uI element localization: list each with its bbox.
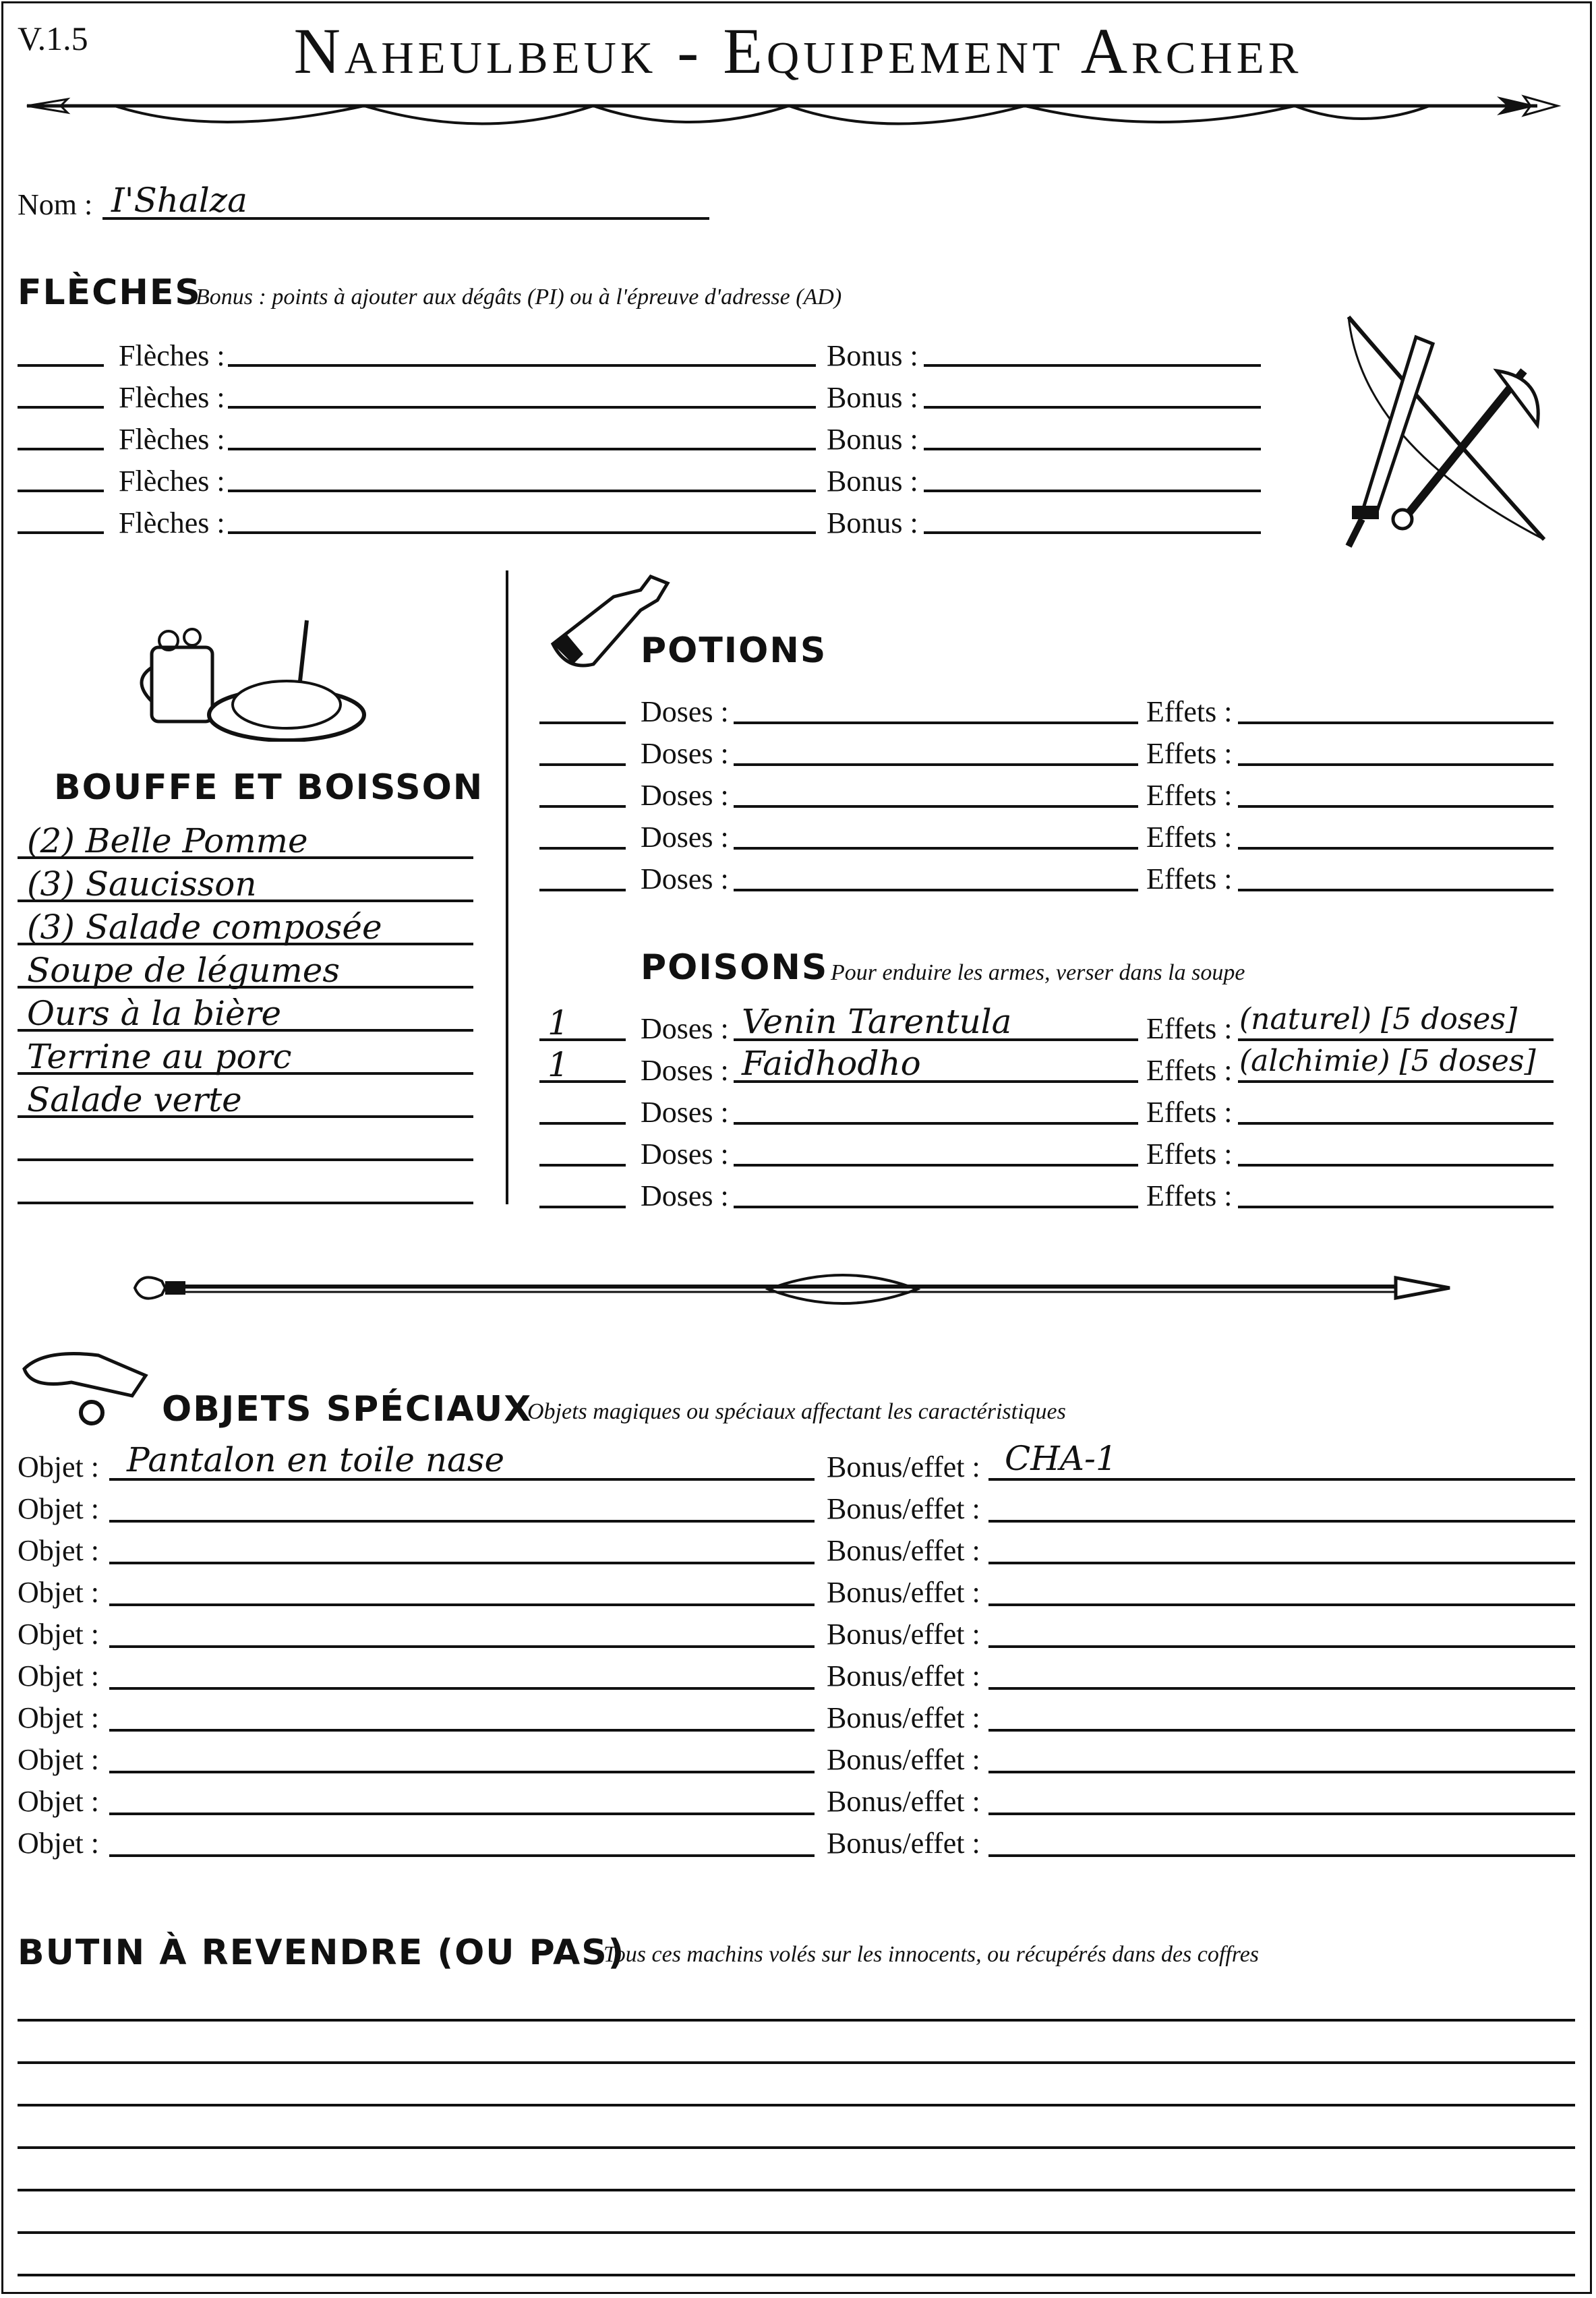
objet-effect-line (988, 1729, 1575, 1732)
butin-line[interactable] (18, 2104, 1575, 2106)
poison-name-line (734, 1122, 1138, 1125)
fleches-bonus-line[interactable] (924, 531, 1261, 534)
bouffe-line (18, 900, 473, 902)
potion-doses-label: Doses : (641, 821, 729, 854)
nom-line (102, 217, 709, 220)
bouffe-line (18, 1202, 473, 1204)
fleches-label: Flèches : (119, 339, 225, 372)
butin-heading: BUTIN À REVENDRE (OU PAS) (18, 1933, 626, 1973)
objets-note: Objets magiques ou spéciaux affectant les caractéristiques (527, 1399, 1066, 1424)
objet-label: Objet : (18, 1701, 99, 1734)
fleches-label: Flèches : (119, 381, 225, 414)
objet-effect-line (988, 1520, 1575, 1523)
objet-name-line (109, 1687, 815, 1690)
poison-name-line (734, 1038, 1138, 1041)
scroll-and-ring-icon (18, 1342, 152, 1430)
butin-line[interactable] (18, 2274, 1575, 2276)
objet-name-line (109, 1813, 815, 1815)
poison-name[interactable]: Faidhodho (742, 1044, 921, 1083)
objet-bonus-label: Bonus/effet : (827, 1576, 980, 1609)
poison-effect-line (1238, 1164, 1554, 1167)
potion-qty-line[interactable] (539, 889, 626, 891)
objet-name-line (109, 1478, 815, 1481)
poison-effect[interactable]: (alchimie) [5 doses] (1239, 1044, 1536, 1078)
version-label: V.1.5 (18, 20, 88, 57)
bouffe-line (18, 856, 473, 859)
objets-heading: OBJETS SPÉCIAUX (162, 1389, 533, 1430)
fleches-bonus-line[interactable] (924, 364, 1261, 367)
potion-effect-line[interactable] (1238, 721, 1554, 724)
poison-qty[interactable]: 1 (548, 1045, 569, 1084)
objet-effect-line (988, 1854, 1575, 1857)
butin-line[interactable] (18, 2189, 1575, 2191)
objet-label: Objet : (18, 1450, 99, 1483)
objet-name-line (109, 1645, 815, 1648)
objet-effect-line (988, 1687, 1575, 1690)
column-divider (506, 570, 508, 1204)
objet-label: Objet : (18, 1492, 99, 1525)
fleches-bonus-label: Bonus : (827, 339, 918, 372)
poison-name-line (734, 1080, 1138, 1083)
poison-doses-label: Doses : (641, 1096, 729, 1129)
nom-value[interactable]: I'Shalza (111, 181, 247, 220)
potion-effect-line[interactable] (1238, 889, 1554, 891)
objet-effect-line (988, 1645, 1575, 1648)
bouffe-line (18, 986, 473, 989)
bouffe-item[interactable]: Salade verte (27, 1080, 242, 1119)
potion-qty-line[interactable] (539, 763, 626, 766)
objet-bonus-label: Bonus/effet : (827, 1701, 980, 1734)
objet-effect-line (988, 1603, 1575, 1606)
potion-effect-line[interactable] (1238, 847, 1554, 850)
poison-doses-label: Doses : (641, 1179, 729, 1212)
poison-doses-label: Doses : (641, 1054, 729, 1087)
poison-name[interactable]: Venin Tarentula (742, 1002, 1012, 1041)
bouffe-item[interactable]: Soupe de légumes (27, 951, 340, 990)
fleches-name-line[interactable] (228, 406, 816, 409)
bouffe-line (18, 1029, 473, 1032)
potion-name-line[interactable] (734, 763, 1138, 766)
poison-effets-label: Effets : (1146, 1138, 1233, 1171)
objet-effect[interactable]: CHA-1 (1005, 1439, 1117, 1478)
potion-qty-line[interactable] (539, 721, 626, 724)
bouffe-line (18, 1115, 473, 1118)
fleches-label: Flèches : (119, 465, 225, 498)
potion-name-line[interactable] (734, 805, 1138, 808)
potion-effets-label: Effets : (1146, 695, 1233, 728)
fleches-qty-line[interactable] (18, 448, 104, 450)
butin-note: Tous ces machins volés sur les innocents, ou récupérés dans des coffres (603, 1942, 1260, 1967)
fleches-heading: FLÈCHES (18, 272, 202, 313)
poison-name-line (734, 1164, 1138, 1167)
objet-bonus-label: Bonus/effet : (827, 1450, 980, 1483)
fleches-bonus-label: Bonus : (827, 506, 918, 539)
poison-effect-line (1238, 1080, 1554, 1083)
bouffe-line (18, 943, 473, 945)
potion-name-line[interactable] (734, 847, 1138, 850)
fleches-qty-line[interactable] (18, 406, 104, 409)
poison-effect-line (1238, 1038, 1554, 1041)
objet-label: Objet : (18, 1827, 99, 1860)
objet-effect-line (988, 1771, 1575, 1773)
objet-label: Objet : (18, 1743, 99, 1776)
nom-label: Nom : (18, 188, 93, 221)
food-and-drink-icon (138, 607, 367, 742)
fleches-name-line[interactable] (228, 490, 816, 492)
fleches-bonus-line[interactable] (924, 448, 1261, 450)
fleches-label: Flèches : (119, 423, 225, 456)
objet-name-line (109, 1854, 815, 1857)
objet-label: Objet : (18, 1659, 99, 1692)
fleches-bonus-label: Bonus : (827, 381, 918, 414)
potion-doses-label: Doses : (641, 862, 729, 895)
fleches-name-line[interactable] (228, 531, 816, 534)
potion-effets-label: Effets : (1146, 821, 1233, 854)
poison-qty-line (539, 1164, 626, 1167)
poison-qty[interactable]: 1 (548, 1003, 569, 1042)
fleches-bonus-line[interactable] (924, 406, 1261, 409)
objet-name[interactable]: Pantalon en toile nase (127, 1440, 505, 1479)
poisons-heading: POISONS (641, 947, 829, 988)
fleches-name-line[interactable] (228, 364, 816, 367)
objet-bonus-label: Bonus/effet : (827, 1827, 980, 1860)
potion-effect-line[interactable] (1238, 805, 1554, 808)
fleches-bonus-label: Bonus : (827, 423, 918, 456)
objet-label: Objet : (18, 1785, 99, 1818)
poison-qty-line (539, 1038, 626, 1041)
poison-doses-label: Doses : (641, 1138, 729, 1171)
objet-bonus-label: Bonus/effet : (827, 1492, 980, 1525)
poison-name-line (734, 1206, 1138, 1208)
poison-effect[interactable]: (naturel) [5 doses] (1239, 1002, 1518, 1036)
objet-bonus-label: Bonus/effet : (827, 1785, 980, 1818)
potion-doses-label: Doses : (641, 779, 729, 812)
potion-name-line[interactable] (734, 721, 1138, 724)
fleches-bonus-line[interactable] (924, 490, 1261, 492)
poison-effect-line (1238, 1206, 1554, 1208)
staff-divider-icon (128, 1261, 1463, 1315)
poison-effets-label: Effets : (1146, 1054, 1233, 1087)
poisons-note: Pour enduire les armes, verser dans la soupe (831, 960, 1245, 985)
potion-effets-label: Effets : (1146, 779, 1233, 812)
fleches-label: Flèches : (119, 506, 225, 539)
bouffe-heading: BOUFFE ET BOISSON (54, 767, 484, 808)
poison-effect-line (1238, 1122, 1554, 1125)
bouffe-item[interactable]: Terrine au porc (27, 1037, 292, 1076)
objet-effect-line (988, 1562, 1575, 1564)
objet-label: Objet : (18, 1576, 99, 1609)
objet-name-line (109, 1520, 815, 1523)
butin-line[interactable] (18, 2231, 1575, 2234)
poison-qty-line (539, 1122, 626, 1125)
potions-heading: POTIONS (641, 630, 827, 671)
poison-doses-label: Doses : (641, 1012, 729, 1045)
objet-bonus-label: Bonus/effet : (827, 1534, 980, 1567)
poison-effets-label: Effets : (1146, 1096, 1233, 1129)
fleches-name-line[interactable] (228, 448, 816, 450)
page-title: Naheulbeuk - Equipement Archer (293, 15, 1303, 87)
fleches-qty-line[interactable] (18, 531, 104, 534)
potion-qty-line[interactable] (539, 805, 626, 808)
potion-name-line[interactable] (734, 889, 1138, 891)
bouffe-item[interactable]: Ours à la bière (27, 994, 282, 1033)
objet-name-line (109, 1729, 815, 1732)
fleches-qty-line[interactable] (18, 364, 104, 367)
crossed-weapons-icon (1322, 310, 1564, 553)
potion-effect-line[interactable] (1238, 763, 1554, 766)
poison-qty-line (539, 1080, 626, 1083)
objet-name-line (109, 1771, 815, 1773)
butin-line[interactable] (18, 2146, 1575, 2149)
objet-name-line (109, 1603, 815, 1606)
butin-line[interactable] (18, 2061, 1575, 2064)
objet-effect-line (988, 1478, 1575, 1481)
butin-line[interactable] (18, 2019, 1575, 2022)
objet-label: Objet : (18, 1534, 99, 1567)
objet-label: Objet : (18, 1618, 99, 1651)
bouffe-line (18, 1072, 473, 1075)
bouffe-item[interactable]: (2) Belle Pomme (27, 821, 308, 860)
arrow-divider-icon (13, 84, 1571, 145)
potion-effets-label: Effets : (1146, 737, 1233, 770)
bouffe-item[interactable]: (3) Salade composée (27, 908, 382, 947)
bouffe-line (18, 1158, 473, 1161)
poison-effets-label: Effets : (1146, 1012, 1233, 1045)
poison-qty-line (539, 1206, 626, 1208)
fleches-bonus-label: Bonus : (827, 465, 918, 498)
objet-bonus-label: Bonus/effet : (827, 1743, 980, 1776)
potion-qty-line[interactable] (539, 847, 626, 850)
potion-effets-label: Effets : (1146, 862, 1233, 895)
objet-bonus-label: Bonus/effet : (827, 1659, 980, 1692)
objet-effect-line (988, 1813, 1575, 1815)
potion-doses-label: Doses : (641, 737, 729, 770)
poison-effets-label: Effets : (1146, 1179, 1233, 1212)
fleches-qty-line[interactable] (18, 490, 104, 492)
bouffe-item[interactable]: (3) Saucisson (27, 864, 257, 904)
fleches-note: Bonus : points à ajouter aux dégâts (PI) ou à l'épreuve d'adresse (AD) (196, 285, 842, 310)
potion-doses-label: Doses : (641, 695, 729, 728)
objet-name-line (109, 1562, 815, 1564)
objet-bonus-label: Bonus/effet : (827, 1618, 980, 1651)
